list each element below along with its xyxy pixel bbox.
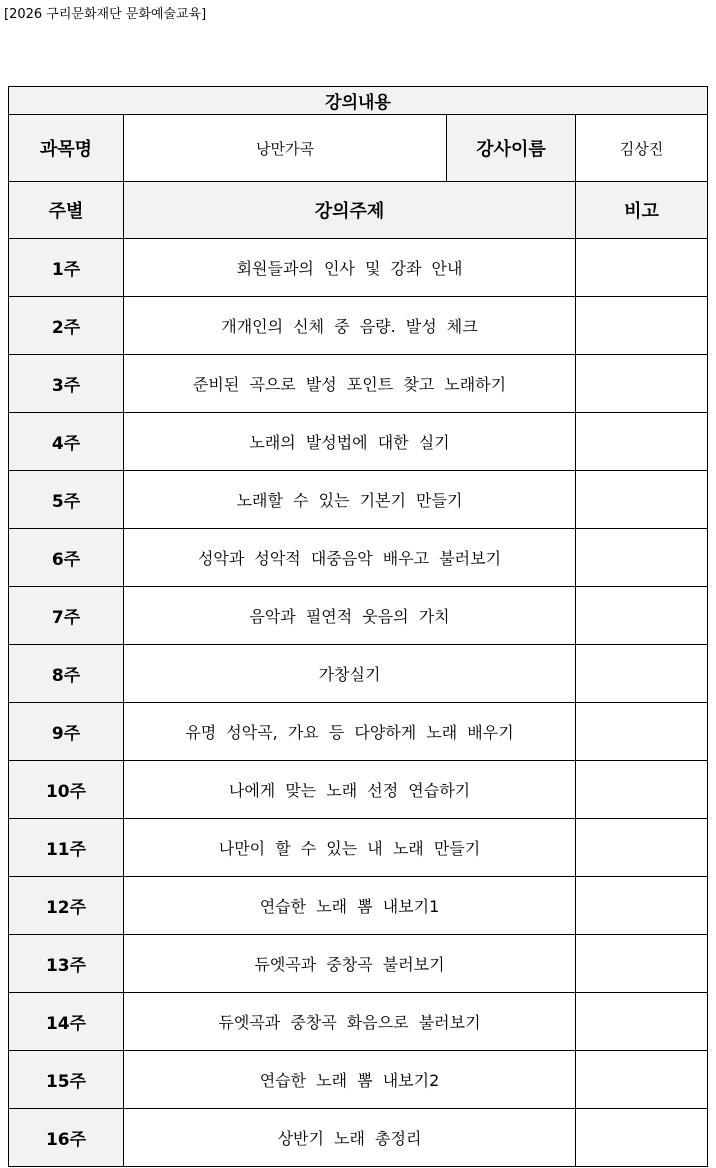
note-cell bbox=[576, 587, 708, 645]
note-cell bbox=[576, 993, 708, 1051]
subject-value: 낭만가곡 bbox=[124, 115, 447, 182]
week-cell: 16주 bbox=[9, 1109, 124, 1167]
table-row bbox=[9, 529, 708, 587]
topic-cell: 듀엣곡과 중창곡 불러보기 bbox=[124, 935, 576, 993]
topic-cell: 성악과 성악적 대중음악 배우고 불러보기 bbox=[124, 529, 576, 587]
week-cell: 1주 bbox=[9, 239, 124, 297]
week-cell: 10주 bbox=[9, 761, 124, 819]
week-cell: 15주 bbox=[9, 1051, 124, 1109]
course-info-row bbox=[9, 115, 708, 182]
topic-cell: 노래의 발성법에 대한 실기 bbox=[124, 413, 576, 471]
week-cell: 4주 bbox=[9, 413, 124, 471]
topic-cell: 나만이 할 수 있는 내 노래 만들기 bbox=[124, 819, 576, 877]
table-title: 강의내용 bbox=[9, 87, 708, 115]
week-cell: 9주 bbox=[9, 703, 124, 761]
topic-cell: 나에게 맞는 노래 선정 연습하기 bbox=[124, 761, 576, 819]
table-row bbox=[9, 355, 708, 413]
topic-cell: 노래할 수 있는 기본기 만들기 bbox=[124, 471, 576, 529]
note-cell bbox=[576, 1051, 708, 1109]
topic-cell: 가창실기 bbox=[124, 645, 576, 703]
note-cell bbox=[576, 877, 708, 935]
week-cell: 5주 bbox=[9, 471, 124, 529]
column-header-row bbox=[9, 182, 708, 239]
note-cell bbox=[576, 297, 708, 355]
week-cell: 12주 bbox=[9, 877, 124, 935]
note-cell bbox=[576, 413, 708, 471]
subject-label: 과목명 bbox=[9, 115, 124, 182]
table-row bbox=[9, 819, 708, 877]
week-rows bbox=[9, 239, 708, 1167]
topic-cell: 유명 성악곡, 가요 등 다양하게 노래 배우기 bbox=[124, 703, 576, 761]
note-cell bbox=[576, 1109, 708, 1167]
table-row bbox=[9, 1051, 708, 1109]
column-header-topic: 강의주제 bbox=[124, 182, 576, 239]
note-cell bbox=[576, 645, 708, 703]
table-row bbox=[9, 471, 708, 529]
topic-cell: 상반기 노래 총정리 bbox=[124, 1109, 576, 1167]
table-row bbox=[9, 703, 708, 761]
column-header-week: 주별 bbox=[9, 182, 124, 239]
table-title-row bbox=[9, 87, 708, 115]
instructor-value: 김상진 bbox=[576, 115, 708, 182]
week-cell: 2주 bbox=[9, 297, 124, 355]
table-row bbox=[9, 645, 708, 703]
table-row bbox=[9, 297, 708, 355]
table-row bbox=[9, 993, 708, 1051]
topic-cell: 준비된 곡으로 발성 포인트 찾고 노래하기 bbox=[124, 355, 576, 413]
week-cell: 3주 bbox=[9, 355, 124, 413]
week-cell: 7주 bbox=[9, 587, 124, 645]
table-row bbox=[9, 877, 708, 935]
syllabus-table bbox=[8, 86, 708, 1167]
table-row bbox=[9, 239, 708, 297]
note-cell bbox=[576, 935, 708, 993]
instructor-label: 강사이름 bbox=[447, 115, 576, 182]
table-row bbox=[9, 935, 708, 993]
table-row bbox=[9, 761, 708, 819]
topic-cell: 듀엣곡과 중창곡 화음으로 불러보기 bbox=[124, 993, 576, 1051]
note-cell bbox=[576, 703, 708, 761]
topic-cell: 음악과 필연적 웃음의 가치 bbox=[124, 587, 576, 645]
note-cell bbox=[576, 471, 708, 529]
topic-cell: 개개인의 신체 중 음량. 발성 체크 bbox=[124, 297, 576, 355]
topic-cell: 연습한 노래 뽐 내보기1 bbox=[124, 877, 576, 935]
note-cell bbox=[576, 355, 708, 413]
note-cell bbox=[576, 239, 708, 297]
week-cell: 6주 bbox=[9, 529, 124, 587]
note-cell bbox=[576, 529, 708, 587]
week-cell: 11주 bbox=[9, 819, 124, 877]
week-cell: 14주 bbox=[9, 993, 124, 1051]
table-row bbox=[9, 1109, 708, 1167]
note-cell bbox=[576, 819, 708, 877]
column-header-note: 비고 bbox=[576, 182, 708, 239]
week-cell: 8주 bbox=[9, 645, 124, 703]
week-cell: 13주 bbox=[9, 935, 124, 993]
topic-cell: 연습한 노래 뽐 내보기2 bbox=[124, 1051, 576, 1109]
topic-cell: 회원들과의 인사 및 강좌 안내 bbox=[124, 239, 576, 297]
table-row bbox=[9, 587, 708, 645]
table-row bbox=[9, 413, 708, 471]
note-cell bbox=[576, 761, 708, 819]
document-header: [2026 구리문화재단 문화예술교육] bbox=[4, 7, 207, 22]
